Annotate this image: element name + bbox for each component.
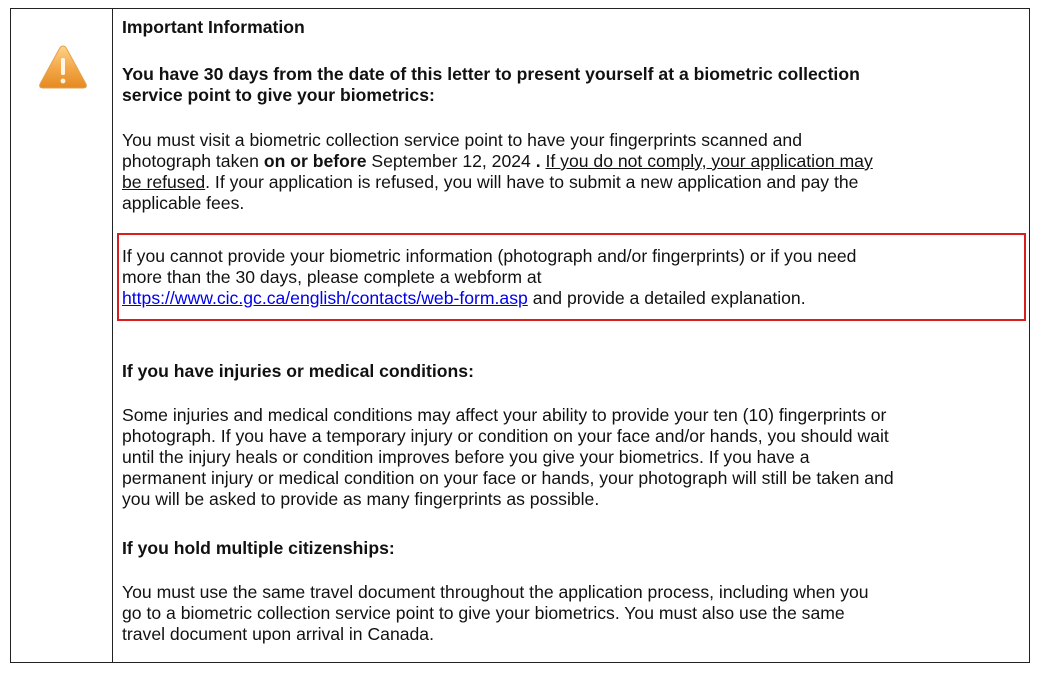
intro-line: service point to give your biometrics: <box>122 85 435 105</box>
paragraph-line <box>122 151 873 172</box>
paragraph-line: until the injury heals or condition improves before you give your biometrics. If you have a <box>122 447 810 467</box>
injuries-heading: If you have injuries or medical conditions: <box>122 361 474 381</box>
paragraph-line: you will be asked to provide as many fingerprints as possible. <box>122 489 600 509</box>
notice-table <box>10 8 1030 663</box>
text-span: . If your application is refused, you will have to submit a new application and pay the <box>205 172 859 192</box>
visit-paragraph <box>122 130 873 214</box>
paragraph-line: You must use the same travel document throughout the application process, including when you <box>122 582 869 602</box>
paragraph-line: Some injuries and medical conditions may affect your ability to provide your ten (10) fingerprints or <box>122 405 887 425</box>
paragraph-line: permanent injury or medical condition on your face or hands, your photograph will still be taken and <box>122 468 894 488</box>
paragraph-line: go to a biometric collection service point to give your biometrics. You must also use the same <box>122 603 845 623</box>
webform-paragraph <box>122 246 856 309</box>
injuries-paragraph <box>122 405 894 510</box>
on-or-before-text: on or before <box>263 151 367 171</box>
period-text: . <box>535 151 546 171</box>
text-span: and provide a detailed explanation. <box>527 288 806 308</box>
paragraph-line: photograph. If you have a temporary injury or condition on your face and/or hands, you should wait <box>122 426 889 446</box>
citizenships-heading: If you hold multiple citizenships: <box>122 538 395 558</box>
column-divider <box>112 8 113 663</box>
citizenships-paragraph <box>122 582 869 645</box>
webform-link[interactable]: https://www.cic.gc.ca/english/contacts/web-form.asp <box>122 288 528 308</box>
paragraph-line <box>122 288 856 309</box>
text-span: photograph taken <box>122 151 264 171</box>
paragraph-line <box>122 172 873 193</box>
refused-text: be refused <box>122 172 206 192</box>
paragraph-line: travel document upon arrival in Canada. <box>122 624 434 644</box>
paragraph-line: If you cannot provide your biometric information (photograph and/or fingerprints) or if you need <box>122 246 857 266</box>
paragraph-line: more than the 30 days, please complete a webform at <box>122 267 542 287</box>
important-information-heading: Important Information <box>122 17 305 37</box>
warning-triangle-icon <box>38 44 88 90</box>
paragraph-line: You must visit a biometric collection service point to have your fingerprints scanned and <box>122 130 802 150</box>
intro-line: You have 30 days from the date of this letter to present yourself at a biometric collection <box>122 64 860 84</box>
deadline-intro <box>122 64 860 106</box>
non-compliance-warning: If you do not comply, your application may <box>545 151 873 171</box>
paragraph-line: applicable fees. <box>122 193 245 213</box>
deadline-date: September 12, 2024 <box>366 151 536 171</box>
